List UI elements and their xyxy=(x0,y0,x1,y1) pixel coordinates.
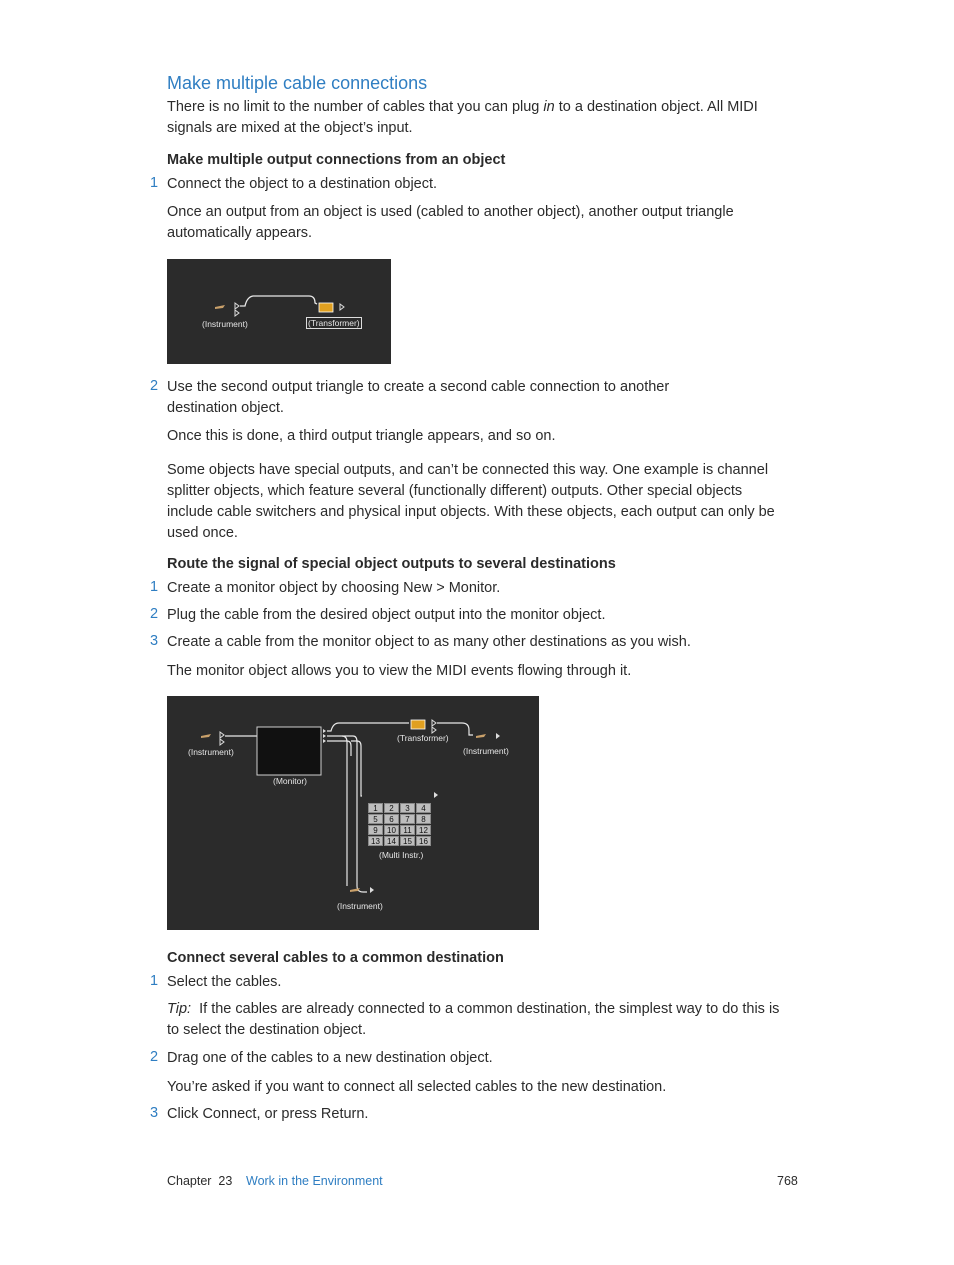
step-number: 1 xyxy=(150,175,159,191)
output-triangle-icon xyxy=(220,732,224,738)
tip-text: If the cables are already connected to a common destination, the simplest way to do this is to select the destination object. xyxy=(167,1001,780,1038)
intro-text-a: There is no limit to the number of cables that you can plug xyxy=(167,99,544,115)
task2-heading: Route the signal of special object outputs to several destinations xyxy=(167,556,616,572)
special-outputs-note: Some objects have special outputs, and can’t be connected this way. One example is channel splitter objects, which feature several (functionally different) outputs. Other special objects include cable switchers and physical input objects. With these objects, each output can only be used once. xyxy=(167,462,775,541)
grid-cell: 16 xyxy=(416,836,431,846)
output-triangle-icon xyxy=(434,792,438,798)
transformer-label: (Transformer) xyxy=(397,733,449,743)
grid-cell: 1 xyxy=(368,803,383,813)
step-text: Plug the cable from the desired object output into the monitor object. xyxy=(167,607,606,623)
step-text: Select the cables. xyxy=(167,974,282,990)
monitor-diagram xyxy=(167,696,539,930)
monitor-label: (Monitor) xyxy=(273,776,308,786)
step-text: Connect the object to a destination object. xyxy=(167,176,438,192)
instrument-label: (Instrument) xyxy=(202,319,248,329)
cable-line xyxy=(327,723,409,731)
task1-heading: Make multiple output connections from an object xyxy=(167,152,506,168)
grid-cell: 5 xyxy=(368,814,383,824)
instrument-left-label: (Instrument) xyxy=(188,747,234,757)
grid-cell: 3 xyxy=(400,803,415,813)
output-triangle-icon xyxy=(323,729,326,733)
intro-text-b: to a destination object. All MIDI signals are mixed at the object’s input. xyxy=(167,99,758,136)
instrument-icon xyxy=(215,305,225,309)
cable-line xyxy=(240,296,317,306)
step-note: Once this is done, a third output triangle appears, and so on. xyxy=(167,428,556,444)
grid-cell: 2 xyxy=(384,803,399,813)
transformer-icon xyxy=(319,303,333,312)
instrument-icon xyxy=(201,734,211,738)
grid-cell: 10 xyxy=(384,825,399,835)
intro-emphasis: in xyxy=(543,99,555,115)
instrument-bottom-label: (Instrument) xyxy=(337,901,383,911)
tip-label: Tip: xyxy=(167,1001,192,1017)
page-number: 768 xyxy=(777,1174,798,1188)
step-note: You’re asked if you want to connect all selected cables to the new destination. xyxy=(167,1079,667,1095)
step-text: Create a monitor object by choosing New > Monitor. xyxy=(167,580,501,596)
footer-chapter-link[interactable]: Work in the Environment xyxy=(246,1174,383,1188)
grid-cell: 9 xyxy=(368,825,383,835)
step-number: 2 xyxy=(150,1049,159,1065)
figure-single-cable xyxy=(167,259,391,364)
step-text: Use the second output triangle to create a second cable connection to another destination object. xyxy=(167,379,670,416)
instrument-icon xyxy=(476,734,486,738)
step-number: 2 xyxy=(150,378,159,394)
step-number: 1 xyxy=(150,579,159,595)
output-triangle-icon xyxy=(323,739,326,743)
grid-cell: 4 xyxy=(416,803,431,813)
instrument-icon xyxy=(350,888,360,892)
step-number: 1 xyxy=(150,973,159,989)
transformer-icon xyxy=(411,720,425,729)
grid-cell: 13 xyxy=(368,836,383,846)
tip-paragraph xyxy=(167,999,792,1041)
intro-paragraph xyxy=(167,97,792,139)
grid-cell: 14 xyxy=(384,836,399,846)
section-title: Make multiple cable connections xyxy=(167,73,428,93)
step-text: Click Connect, or press Return. xyxy=(167,1106,369,1122)
output-triangle-icon xyxy=(370,887,374,893)
step-text: Create a cable from the monitor object to as many other destinations as you wish. xyxy=(167,634,691,650)
output-triangle-icon xyxy=(432,720,436,726)
task3-heading: Connect several cables to a common destination xyxy=(167,950,504,966)
output-triangle-icon xyxy=(235,310,239,316)
output-triangle-icon xyxy=(323,734,326,738)
grid-cell: 7 xyxy=(400,814,415,824)
step-number: 2 xyxy=(150,606,159,622)
footer-chapter-label: Chapter 23 xyxy=(167,1174,233,1188)
multi-instr-label: (Multi Instr.) xyxy=(379,850,424,860)
cable-diagram xyxy=(167,259,391,364)
output-triangle-icon xyxy=(496,733,500,739)
grid-cell: 8 xyxy=(416,814,431,824)
step-text: Drag one of the cables to a new destination object. xyxy=(167,1050,493,1066)
output-triangle-icon xyxy=(235,303,239,309)
cable-line xyxy=(342,736,347,886)
transformer-label: (Transformer) xyxy=(308,318,360,328)
output-triangle-icon xyxy=(220,739,224,745)
step-number: 3 xyxy=(150,633,159,649)
grid-cell: 6 xyxy=(384,814,399,824)
step-note: The monitor object allows you to view the MIDI events flowing through it. xyxy=(167,663,632,679)
grid-cell: 11 xyxy=(400,825,415,835)
monitor-box xyxy=(257,727,321,775)
step-number: 3 xyxy=(150,1105,159,1121)
instrument-right-label: (Instrument) xyxy=(463,746,509,756)
grid-cell: 12 xyxy=(416,825,431,835)
grid-cell: 15 xyxy=(400,836,415,846)
output-triangle-icon xyxy=(340,304,344,310)
step-note: Once an output from an object is used (cabled to another object), another output triangle automatically appears. xyxy=(167,204,734,241)
